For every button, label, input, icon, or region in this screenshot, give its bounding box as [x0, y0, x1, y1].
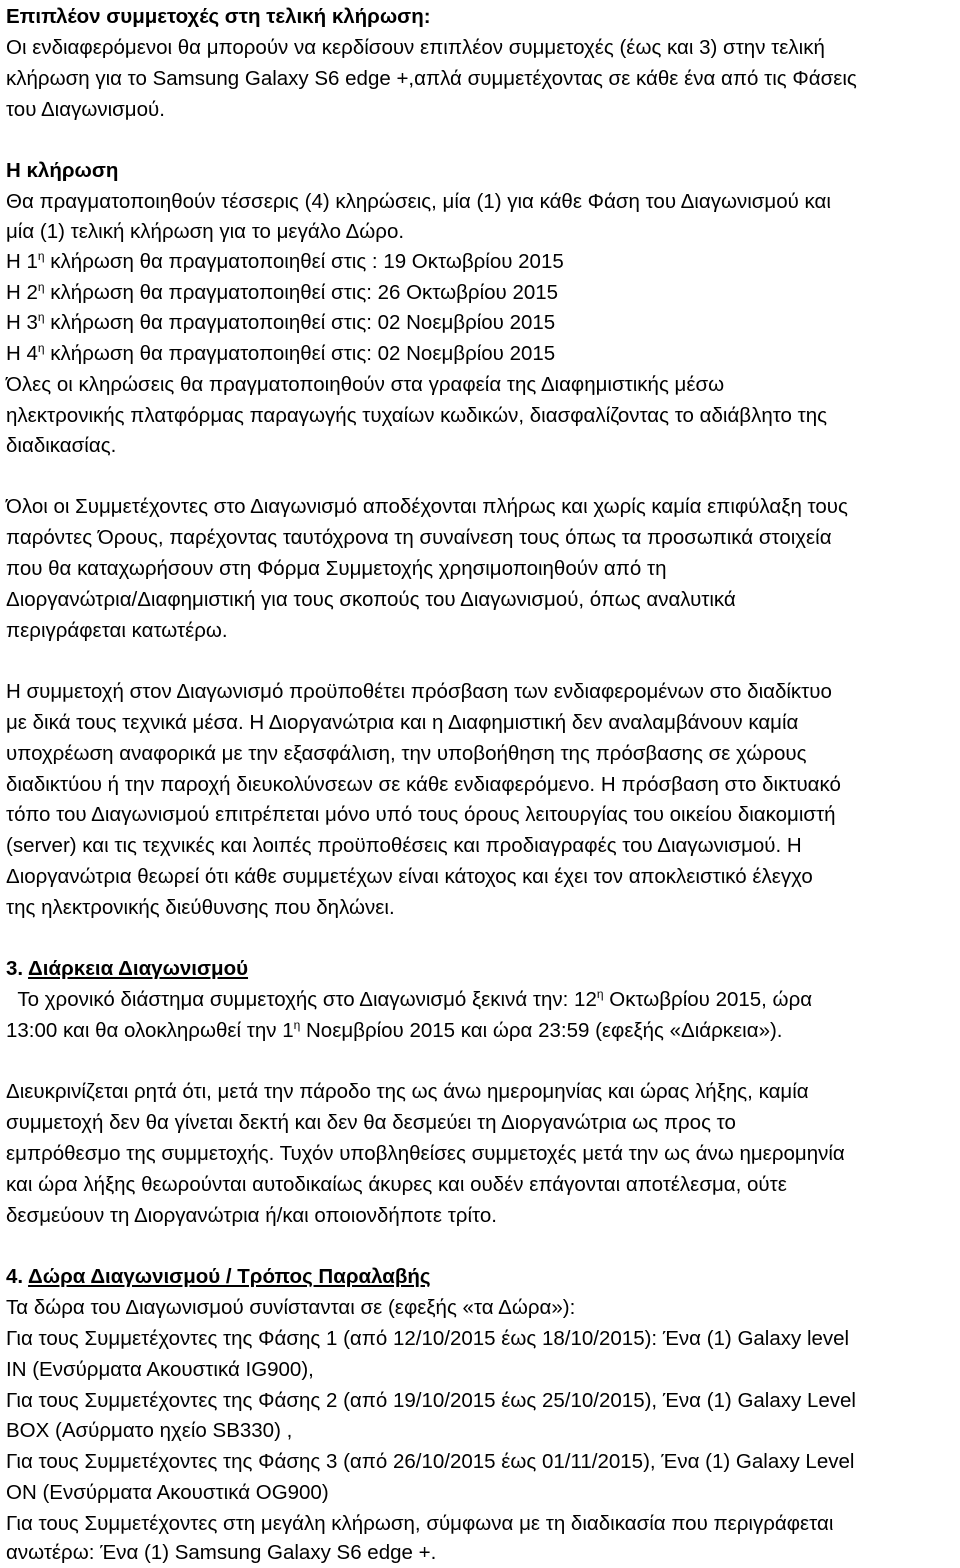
- clarification-line-1: Διευκρινίζεται ρητά ότι, μετά την πάροδο της ως άνω ημερομηνίας και ώρας λήξης, καμία: [6, 1080, 809, 1103]
- draw-all-line-1: Όλες οι κληρώσεις θα πραγματοποιηθούν στα γραφεία της Διαφημιστικής μέσω: [6, 373, 725, 396]
- prizes-heading: 4. Δώρα Διαγωνισμού / Τρόπος Παραλαβής: [6, 1265, 431, 1288]
- draw-line-2: μία (1) τελική κλήρωση για το μεγάλο Δώρο.: [6, 220, 405, 243]
- draw-date-2: Η $2^\eta$ κλήρωση θα πραγματοποιηθεί στις: 26 Οκτωβρίου 2015: [6, 280, 559, 304]
- access-line-3: υποχρέωση αναφορικά με την εξασφάλιση, την υποβοήθηση της πρόσβασης σε χώρους: [6, 742, 807, 765]
- draw-date-4: Η $4^\eta$ κλήρωση θα πραγματοποιηθεί στις: 02 Νοεμβρίου 2015: [6, 341, 556, 365]
- duration-heading: 3. Διάρκεια Διαγωνισμού: [6, 957, 249, 980]
- access-line-2: με δικά τους τεχνικά μέσα. Η Διοργανώτρια και η Διαφημιστική δεν αναλαμβάνουν καμία: [6, 711, 799, 734]
- duration-start-line: Το χρονικό διάστημα συμμετοχής στο Διαγωνισμό ξεκινά την: $12^\eta$ Οκτωβρίου 2015, ώρα: [17, 987, 813, 1011]
- access-line-8: της ηλεκτρονικής διεύθυνσης που δηλώνει.: [6, 896, 395, 919]
- clarification-line-3: εμπρόθεσμο της συμμετοχής. Τυχόν υποβληθείσες συμμετοχές μετά την ως άνω ημερομηνία: [6, 1142, 845, 1165]
- extra-entries-line-3: του Διαγωνισμού.: [6, 98, 165, 121]
- prize-grand-line-2: ανωτέρω: Ένα (1) Samsung Galaxy S6 edge +.: [6, 1541, 437, 1564]
- acceptance-line-1: Όλοι οι Συμμετέχοντες στο Διαγωνισμό αποδέχονται πλήρως και χωρίς καμία επιφύλαξη τους: [6, 495, 848, 518]
- access-line-5: τόπο του Διαγωνισμού επιτρέπεται μόνο υπό τους όρους λειτουργίας του οικείου διακομιστή: [6, 803, 836, 826]
- clarification-line-4: και ώρα λήξης θεωρούνται αυτοδικαίως άκυρες και ουδέν επάγονται αποτέλεσμα, ούτε: [6, 1173, 787, 1196]
- prize-phase-3-line-2: ON (Ενσύρματα Ακουστικά OG900): [6, 1481, 329, 1504]
- acceptance-line-2: παρόντες Όρους, παρέχοντας ταυτόχρονα τη συναίνεση τους όπως τα προσωπικά στοιχεία: [6, 526, 832, 549]
- access-line-6: (server) και τις τεχνικές και λοιπές προϋποθέσεις και προδιαγραφές του Διαγωνισμού. Η: [6, 834, 802, 857]
- acceptance-line-5: περιγράφεται κατωτέρω.: [6, 619, 228, 642]
- prize-grand-line-1: Για τους Συμμετέχοντες στη μεγάλη κλήρωση, σύμφωνα με τη διαδικασία που περιγράφεται: [6, 1512, 834, 1535]
- draw-all-line-2: ηλεκτρονικής πλατφόρμας παραγωγής τυχαίων κωδικών, διασφαλίζοντας το αδιάβλητο της: [6, 404, 828, 427]
- prize-phase-3-line-1: Για τους Συμμετέχοντες της Φάσης 3 (από 26/10/2015 έως 01/11/2015), Ένα (1) Galaxy Level: [6, 1450, 855, 1473]
- access-line-7: Διοργανώτρια θεωρεί ότι κάθε συμμετέχων είναι κάτοχος και έχει τον αποκλειστικό έλεγχο: [6, 865, 813, 888]
- access-line-4: διαδικτύου ή την παροχή διευκολύνσεων σε κάθε ενδιαφερόμενο. Η πρόσβαση στο δικτυακό: [6, 773, 841, 796]
- draw-date-3: Η $3^\eta$ κλήρωση θα πραγματοποιηθεί στις: 02 Νοεμβρίου 2015: [6, 310, 556, 334]
- draw-all-line-3: διαδικασίας.: [6, 434, 117, 457]
- access-line-1: Η συμμετοχή στον Διαγωνισμό προϋποθέτει πρόσβαση των ενδιαφερομένων στο διαδίκτυο: [6, 680, 832, 703]
- draw-heading: Η κλήρωση: [6, 159, 119, 182]
- acceptance-line-3: που θα καταχωρήσουν στη Φόρμα Συμμετοχής χρησιμοποιηθούν από τη: [6, 557, 667, 580]
- draw-line-1: Θα πραγματοποιηθούν τέσσερις (4) κληρώσεις, μία (1) για κάθε Φάση του Διαγωνισμού και: [6, 190, 831, 213]
- prize-phase-1-line-2: IN (Ενσύρματα Ακουστικά IG900),: [6, 1358, 314, 1381]
- draw-date-1: Η $1^\eta$ κλήρωση θα πραγματοποιηθεί στις : 19 Οκτωβρίου 2015: [6, 249, 564, 273]
- acceptance-line-4: Διοργανώτρια/Διαφημιστική για τους σκοπούς του Διαγωνισμού, όπως αναλυτικά: [6, 588, 736, 611]
- clarification-line-5: δεσμεύουν τη Διοργανώτρια ή/και οποιονδήποτε τρίτο.: [6, 1204, 497, 1227]
- extra-entries-line-2: κλήρωση για το Samsung Galaxy S6 edge +,απλά συμμετέχοντας σε κάθε ένα από τις Φάσεις: [6, 67, 857, 90]
- clarification-line-2: συμμετοχή δεν θα γίνεται δεκτή και δεν θα δεσμεύει τη Διοργανώτρια ως προς το: [6, 1111, 736, 1134]
- prize-phase-1-line-1: Για τους Συμμετέχοντες της Φάσης 1 (από 12/10/2015 έως 18/10/2015): Ένα (1) Galaxy level: [6, 1327, 850, 1350]
- prize-phase-2-line-2: BOX (Ασύρματο ηχείο SB330) ,: [6, 1419, 293, 1442]
- prize-phase-2-line-1: Για τους Συμμετέχοντες της Φάσης 2 (από 19/10/2015 έως 25/10/2015), Ένα (1) Galaxy Level: [6, 1389, 856, 1412]
- extra-entries-heading: Επιπλέον συμμετοχές στη τελική κλήρωση:: [6, 5, 431, 28]
- duration-end-line: 13:00 και θα ολοκληρωθεί την $1^\eta$ Νοεμβρίου 2015 και ώρα 23:59 (εφεξής «Διάρκεια»).: [6, 1018, 783, 1042]
- prizes-intro: Τα δώρα του Διαγωνισμού συνίστανται σε (εφεξής «τα Δώρα»):: [6, 1296, 576, 1319]
- extra-entries-line-1: Οι ενδιαφερόμενοι θα μπορούν να κερδίσουν επιπλέον συμμετοχές (έως και 3) στην τελική: [6, 36, 825, 59]
